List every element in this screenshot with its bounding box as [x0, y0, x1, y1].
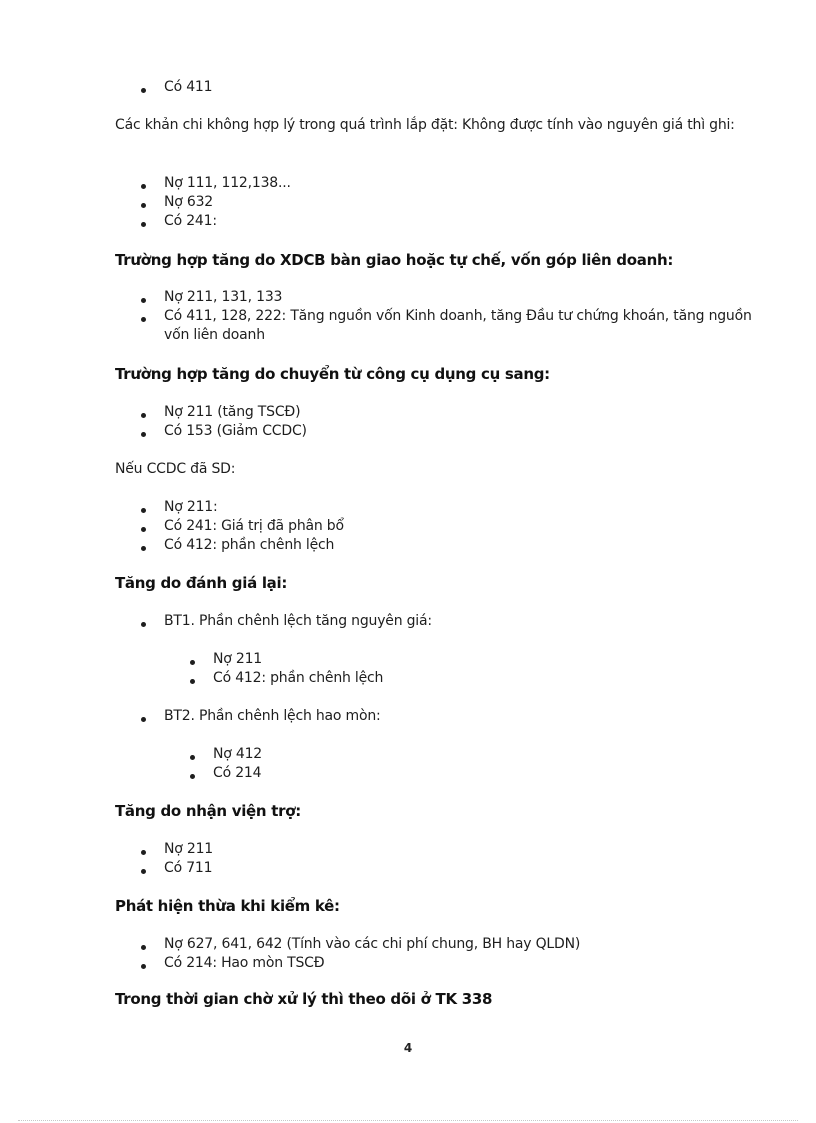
- section-heading: Tăng do đánh giá lại:: [115, 574, 288, 592]
- paragraph: Các khản chi không hợp lý trong quá trình lắp đặt: Không được tính vào nguyên giá thì ghi:: [115, 117, 735, 133]
- page-number: 4: [403, 1041, 413, 1055]
- bullet-icon: [141, 869, 146, 874]
- section-heading: Trường hợp tăng do XDCB bàn giao hoặc tự chế, vốn góp liên doanh:: [115, 251, 674, 269]
- bullet-icon: [141, 413, 146, 418]
- list-item: Nợ 211:: [164, 499, 218, 515]
- list-item: Nợ 211: [164, 841, 214, 857]
- bullet-icon: [141, 184, 146, 189]
- bullet-icon: [190, 755, 195, 760]
- bullet-icon: [141, 432, 146, 437]
- section-heading: Tăng do nhận viện trợ:: [115, 802, 301, 820]
- bullet-icon: [141, 508, 146, 513]
- list-item: Có 411: [164, 79, 213, 95]
- list-item: Nợ 211 (tăng TSCĐ): [164, 404, 301, 420]
- bullet-icon: [141, 945, 146, 950]
- section-heading: Phát hiện thừa khi kiểm kê:: [115, 897, 340, 915]
- list-item: Có 241: Giá trị đã phân bổ: [164, 518, 344, 534]
- footer-divider: [18, 1120, 798, 1121]
- bullet-icon: [141, 622, 146, 627]
- bullet-icon: [190, 774, 195, 779]
- list-item: Có 153 (Giảm CCDC): [164, 423, 307, 439]
- list-item: Có 411, 128, 222: Tăng nguồn vốn Kinh doanh, tăng Đầu tư chứng khoán, tăng nguồn vốn liên doanh: [164, 308, 752, 343]
- list-item: BT1. Phần chênh lệch tăng nguyên giá:: [164, 613, 432, 629]
- sub-list-item: Có 214: [213, 765, 262, 781]
- bullet-icon: [190, 679, 195, 684]
- bullet-icon: [190, 660, 195, 665]
- list-item: Nợ 111, 112,138...: [164, 175, 291, 191]
- bullet-icon: [141, 298, 146, 303]
- bullet-icon: [141, 88, 146, 93]
- list-item: Có 412: phần chênh lệch: [164, 537, 335, 553]
- section-heading: Trường hợp tăng do chuyển từ công cụ dụng cụ sang:: [115, 365, 550, 383]
- bullet-icon: [141, 546, 146, 551]
- sub-list-item: Nợ 412: [213, 746, 263, 762]
- list-item: Có 214: Hao mòn TSCĐ: [164, 955, 325, 971]
- list-item: Nợ 627, 641, 642 (Tính vào các chi phí chung, BH hay QLDN): [164, 936, 581, 952]
- bullet-icon: [141, 317, 146, 322]
- bullet-icon: [141, 203, 146, 208]
- list-item: Nợ 632: [164, 194, 214, 210]
- list-item: Có 241:: [164, 213, 217, 229]
- bullet-icon: [141, 964, 146, 969]
- bullet-icon: [141, 222, 146, 227]
- bullet-icon: [141, 850, 146, 855]
- sub-list-item: Nợ 211: [213, 651, 263, 667]
- section-heading: Trong thời gian chờ xử lý thì theo dõi ở TK 338: [115, 990, 493, 1008]
- paragraph: Nếu CCDC đã SD:: [115, 461, 236, 477]
- list-item: BT2. Phần chênh lệch hao mòn:: [164, 708, 381, 724]
- list-item: Nợ 211, 131, 133: [164, 289, 283, 305]
- list-item: Có 711: [164, 860, 213, 876]
- bullet-icon: [141, 717, 146, 722]
- sub-list-item: Có 412: phần chênh lệch: [213, 670, 384, 686]
- bullet-icon: [141, 527, 146, 532]
